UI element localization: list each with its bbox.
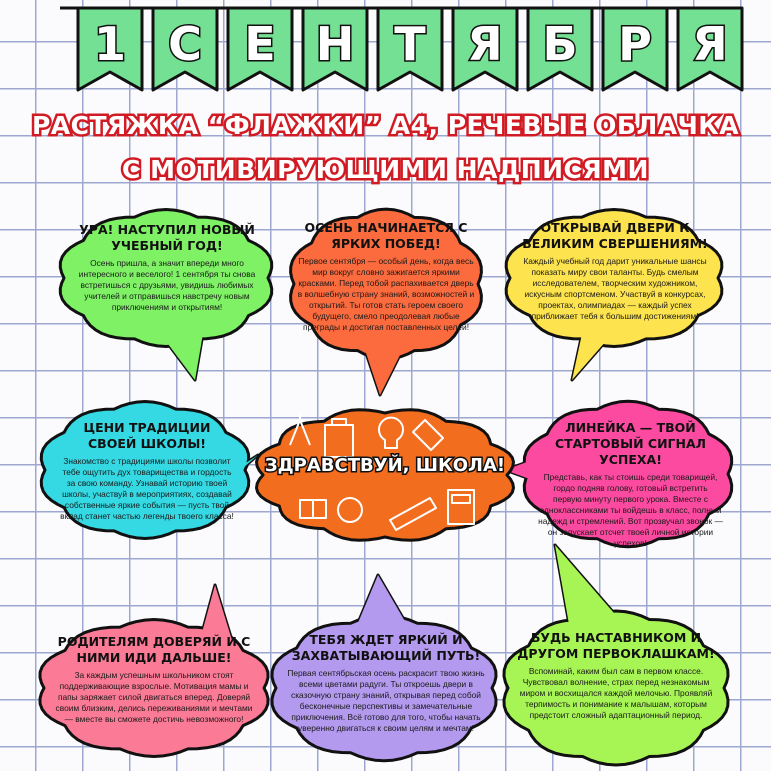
bubble-8 <box>516 630 716 721</box>
bubble-title: РОДИТЕЛЯМ ДОВЕРЯЙ И С НИМИ ИДИ ДАЛЬШЕ! <box>57 634 251 665</box>
bubble-text: Первое сентября — особый день, когда весь мир вокруг словно зажигается яркими красками. Перед тобой распахивается дверь в волшебную страну знаний, возможностей и открытий. Ты готов стать героем своего будущего, смело преодолевая любые преграды и достигая поставленных целей! <box>297 256 475 332</box>
bubble-text: Каждый учебный год дарит уникальные шансы показать миру свои таланты. Будь смелым исследователем, творческим художником, искусным спортсменом. Участвуй в конкурсах, проектах, олимпиадах — каждый успех приближает тебя к большим достижениям! <box>523 256 707 321</box>
bubble-text: За каждым успешным школьником стоят поддерживающие взрослые. Мотивация мамы и папы заряжает силой двигаться вперед. Доверяй своим близким, делись переживаниями и мечтами — вместе вы сможете достичь невозможного! <box>55 670 253 724</box>
banner-letter: Б <box>542 17 578 71</box>
banner-letter: Т <box>394 17 426 71</box>
bubble-5 <box>538 420 723 549</box>
banner-letter: С <box>168 17 202 71</box>
bubble-text: Осень пришла, а значит впереди много интересного и веселого! 1 сентября ты снова встретишься с друзьями, увидишь любимых учителей и отправишься навстречу новым приключениям и открытиям! <box>78 258 256 312</box>
bubble-title: ЛИНЕЙКА — ТВОЙ СТАРТОВЫЙ СИГНАЛ УСПЕХА! <box>554 420 707 467</box>
bubble-text: Знакомство с традициями школы позволит тебе ощутить дух товарищества и гордость за свою команду. Узнавай историю твоей школы, участвуй в мероприятиях, создавай собственные яркие события — пусть твой вклад станет частью легенды твоего класса! <box>60 456 234 521</box>
bubble-title: ТЕБЯ ЖДЕТ ЯРКИЙ И ЗАХВАТЫВАЮЩИЙ ПУТЬ! <box>291 632 481 663</box>
subtitle-line-1: РАСТЯЖКА “ФЛАЖКИ” А4, РЕЧЕВЫЕ ОБЛАЧКА <box>31 111 740 140</box>
bubble-text: Вспоминай, каким был сам в первом классе. Чувствовал волнение, страх перед незнакомым миром и восхищался каждой мелочью. Проявляй терпимость и понимание к малышам, которым предстоит сложный адаптационный период. <box>519 666 713 720</box>
bubble-4 <box>58 420 236 522</box>
bubble-7 <box>286 632 486 734</box>
bubble-title: ЦЕНИ ТРАДИЦИИ СВОЕЙ ШКОЛЫ! <box>83 420 211 451</box>
bubble-6 <box>54 634 254 725</box>
bubble-title: ОСЕНЬ НАЧИНАЕТСЯ С ЯРКИХ ПОБЕД! <box>304 220 468 251</box>
bubble-title: УРА! НАСТУПИЛ НОВЫЙ УЧЕБНЫЙ ГОД! <box>79 222 255 253</box>
bubble-title: БУДЬ НАСТАВНИКОМ И ДРУГОМ ПЕРВОКЛАШКАМ! <box>517 630 715 661</box>
banner-letter: Я <box>692 17 728 71</box>
banner-letter: Е <box>244 17 276 71</box>
banner-letter: Я <box>467 17 503 71</box>
bubble-3 <box>520 220 710 322</box>
bubble-1 <box>72 222 262 313</box>
center-greeting: ЗДРАВСТВУЙ, ШКОЛА! <box>264 455 506 476</box>
subtitle-line-2: С МОТИВИРУЮЩИМИ НАДПИСЯМИ <box>122 155 649 184</box>
banner-letter: Р <box>618 17 652 71</box>
bubble-tail-fill <box>555 545 620 630</box>
bubble-2 <box>296 220 476 333</box>
banner-letter: 1 <box>93 17 126 71</box>
bubble-title: ОТКРЫВАЙ ДВЕРИ К ВЕЛИКИМ СВЕРШЕНИЯМ! <box>522 220 708 251</box>
bubble-text: Представь, как ты стоишь среди товарищей, гордо подняв голову, готовый встретить первую минуту первого урока. Вместе с одноклассниками ты войдешь в класс, полный надежд и стремлений. Вот прозвучал звонок — он запускает отсчет твоей личной истории успехов! <box>538 472 723 548</box>
banner-letter: Н <box>315 17 355 71</box>
bubble-text: Первая сентябрьская осень раскрасит твою жизнь всеми цветами радуги. Ты откроешь двери в сказочную страну знаний, открывая перед собой бесконечные перспективы и замечательные приключения. Всё готово для того, чтобы начать уверенно двигаться к своим целям и мечтам! <box>287 668 485 733</box>
bubble-tail-fill <box>355 575 410 630</box>
